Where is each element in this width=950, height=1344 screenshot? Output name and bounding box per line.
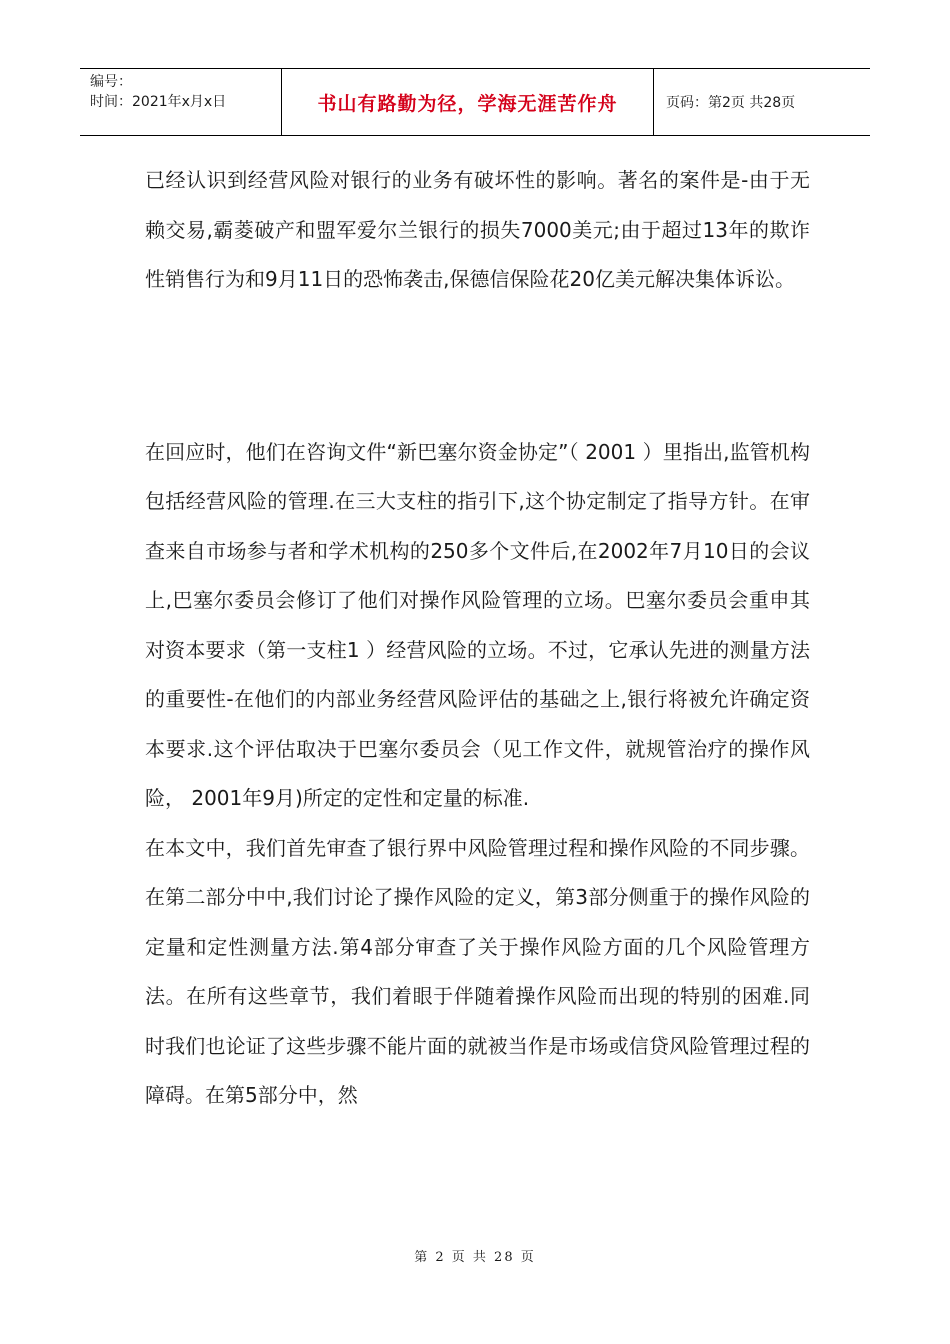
paragraph-spacer	[145, 305, 810, 428]
date-label: 时间：2021年x月x日	[90, 94, 227, 110]
header-motto: 书山有路勤为径，学海无涯苦作舟	[281, 69, 654, 135]
page-header	[80, 68, 870, 136]
serial-number-label: 编号：	[90, 74, 132, 90]
page-footer: 第 2 页 共 28 页	[414, 1250, 536, 1265]
paragraph-2: 在回应时，他们在咨询文件“新巴塞尔资金协定”（ 2001 ）里指出,监管机构包括经营风险的管理.在三大支柱的指引下,这个协定制定了指导方针。在审查来自市场参与者和学术机构的250多个文件后,在2002年7月10日的会议上,巴塞尔委员会修订了他们对操作风险管理的立场。巴塞尔委员会重申其对资本要求（第一支柱1 ）经营风险的立场。不过，它承认先进的测量方法的重要性-在他们的内部业务经营风险评估的基础之上,银行将被允许确定资本要求.这个评估取决于巴塞尔委员会（见工作文件，就规管治疗的操作风险， 2001年9月)所定的定性和定量的标准.	[145, 439, 810, 810]
document-body	[145, 156, 810, 1121]
header-page-info: 页码：第2页 共28页	[666, 95, 796, 111]
header-meta	[80, 69, 280, 135]
paragraph-3: 在本文中，我们首先审查了银行界中风险管理过程和操作风险的不同步骤。在第二部分中中,我们讨论了操作风险的定义，第3部分侧重于的操作风险的定量和定性测量方法.第4部分审查了关于操作风险方面的几个风险管理方法。在所有这些章节，我们着眼于伴随着操作风险而出现的特别的困难.同时我们也论证了这些步骤不能片面的就被当作是市场或信贷风险管理过程的障碍。在第5部分中，然	[145, 835, 810, 1107]
paragraph-1: 已经认识到经营风险对银行的业务有破坏性的影响。著名的案件是-由于无赖交易,霸菱破产和盟军爱尔兰银行的损失7000美元;由于超过13年的欺诈性销售行为和9月11日的恐怖袭击,保德信保险花20亿美元解决集体诉讼。	[145, 168, 810, 291]
